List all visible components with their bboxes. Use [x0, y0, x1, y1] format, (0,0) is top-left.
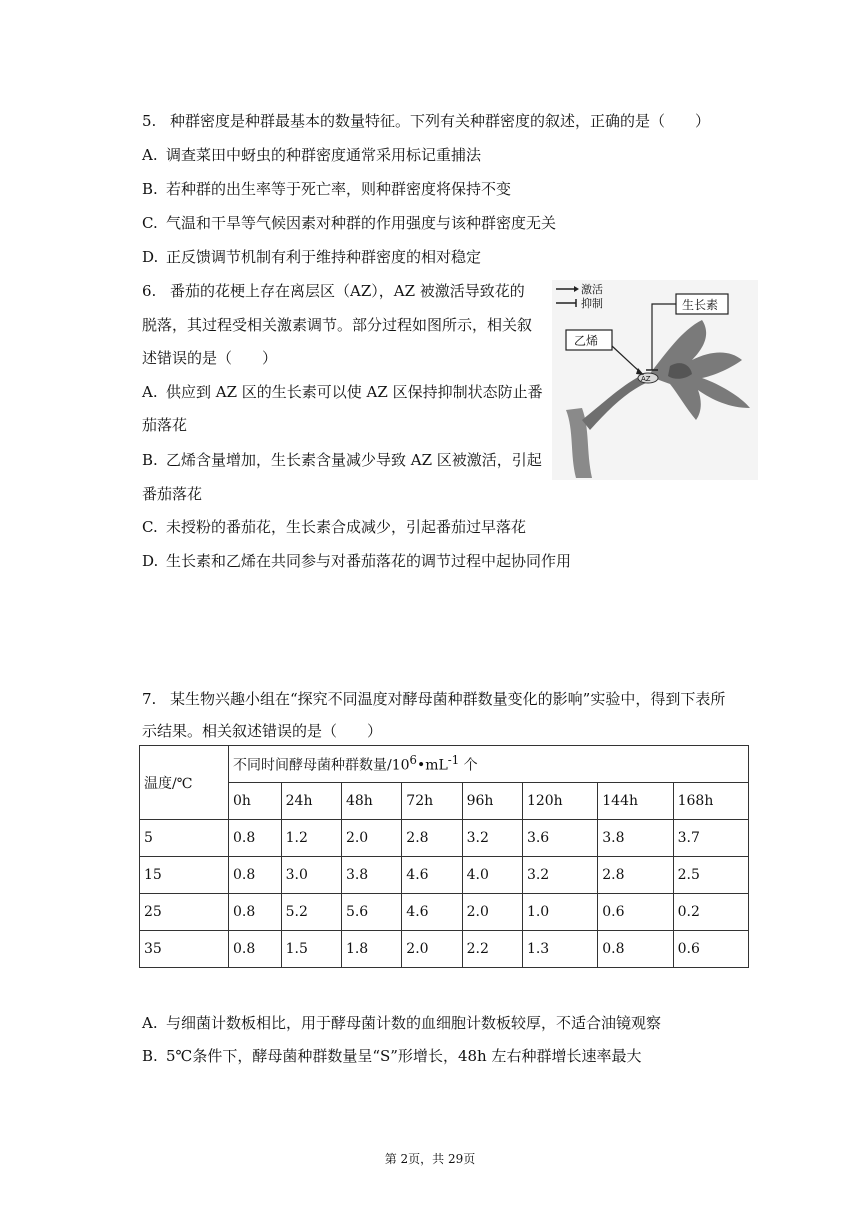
option-text: 供应到 AZ 区的生长素可以使 AZ 区保持抑制状态防止番 — [166, 383, 543, 401]
value-cell: 1.3 — [522, 931, 597, 968]
value-cell: 2.0 — [462, 894, 522, 931]
q5-option-a[interactable] — [142, 144, 481, 166]
option-label: A. — [142, 146, 158, 164]
time-header: 24h — [281, 783, 341, 820]
q6-stem-line-2: 脱落，其过程受相关激素调节。部分过程如图所示，相关叙 — [142, 316, 533, 334]
header-superscript: -1 — [447, 753, 460, 768]
tomato-flower-diagram — [552, 280, 758, 480]
legend-activate: 激活 — [581, 283, 603, 296]
q5-option-d[interactable] — [142, 246, 481, 268]
header-superscript: 6 — [409, 753, 417, 768]
value-cell: 0.8 — [598, 931, 673, 968]
value-cell: 5.2 — [281, 894, 341, 931]
auxin-label: 生长素 — [682, 298, 719, 312]
time-header: 120h — [522, 783, 597, 820]
q7-stem-line-2: 示结果。相关叙述错误的是（ ） — [142, 722, 383, 740]
table-row — [140, 931, 749, 968]
value-cell: 1.2 — [281, 820, 341, 857]
q7-stem-line-1 — [142, 688, 725, 710]
q6-stem-text: 番茄的花梗上存在离层区（AZ），AZ 被激活导致花的 — [170, 282, 525, 300]
option-label: C. — [142, 518, 158, 536]
option-text: 未授粉的番茄花，生长素合成减少，引起番茄过早落花 — [166, 518, 527, 536]
value-cell: 0.6 — [673, 931, 748, 968]
q6-stem-line-3: 述错误的是（ ） — [142, 349, 278, 367]
value-cell: 0.8 — [229, 820, 282, 857]
option-text: 生长素和乙烯在共同参与对番茄落花的调节过程中起协同作用 — [166, 552, 572, 570]
value-cell: 3.8 — [598, 820, 673, 857]
population-group-header — [229, 746, 749, 783]
time-header: 168h — [673, 783, 748, 820]
value-cell: 0.8 — [229, 857, 282, 894]
page-footer: 第 2页，共 29页 — [384, 1152, 476, 1166]
q5-stem — [142, 110, 710, 132]
legend-inhibit: 抑制 — [581, 297, 603, 310]
q5-stem-text: 种群密度是种群最基本的数量特征。下列有关种群密度的叙述，正确的是（ ） — [170, 112, 711, 130]
q5-option-c[interactable] — [142, 212, 556, 234]
q5-option-b[interactable] — [142, 178, 511, 200]
value-cell: 3.7 — [673, 820, 748, 857]
q6-option-a-cont: 茄落花 — [142, 416, 188, 434]
option-text: 正反馈调节机制有利于维持种群密度的相对稳定 — [166, 248, 482, 266]
temperature-header: 温度/℃ — [140, 746, 229, 820]
q6-option-b-cont: 番茄落花 — [142, 485, 203, 503]
option-label: B. — [142, 1047, 158, 1065]
q6-option-b[interactable] — [142, 449, 542, 471]
q7-number: 7. — [142, 690, 157, 708]
value-cell: 3.0 — [281, 857, 341, 894]
az-label: AZ — [641, 375, 651, 383]
table-header-row — [140, 746, 749, 783]
value-cell: 3.2 — [522, 857, 597, 894]
q6-option-d[interactable] — [142, 550, 571, 572]
ethylene-label: 乙烯 — [574, 334, 599, 348]
time-header: 48h — [341, 783, 401, 820]
q5-number: 5. — [142, 112, 157, 130]
value-cell: 1.8 — [341, 931, 401, 968]
option-label: D. — [142, 552, 159, 570]
time-header: 144h — [598, 783, 673, 820]
value-cell: 2.8 — [402, 820, 462, 857]
option-text: 调查菜田中蚜虫的种群密度通常采用标记重捕法 — [166, 146, 482, 164]
time-header: 0h — [229, 783, 282, 820]
option-label: B. — [142, 451, 158, 469]
value-cell: 1.0 — [522, 894, 597, 931]
q7-option-a[interactable] — [142, 1012, 661, 1034]
value-cell: 4.6 — [402, 857, 462, 894]
q6-stem-line-1 — [142, 280, 525, 302]
option-label: D. — [142, 248, 159, 266]
yeast-population-table — [139, 745, 749, 968]
option-text: 气温和干旱等气候因素对种群的作用强度与该种群密度无关 — [166, 214, 557, 232]
option-label: A. — [142, 1014, 158, 1032]
time-header-row — [140, 783, 749, 820]
q7-option-b[interactable] — [142, 1045, 641, 1067]
option-text: 5℃条件下，酵母菌种群数量呈“S”形增长，48h 左右种群增长速率最大 — [166, 1047, 642, 1065]
table-row — [140, 857, 749, 894]
option-label: A. — [142, 383, 158, 401]
q7-stem-text: 某生物兴趣小组在“探究不同温度对酵母菌种群数量变化的影响”实验中，得到下表所 — [170, 690, 726, 708]
time-header: 72h — [402, 783, 462, 820]
value-cell: 0.8 — [229, 931, 282, 968]
temp-cell: 35 — [140, 931, 229, 968]
value-cell: 0.6 — [598, 894, 673, 931]
option-text: 与细菌计数板相比，用于酵母菌计数的血细胞计数板较厚，不适合油镜观察 — [166, 1014, 662, 1032]
value-cell: 2.2 — [462, 931, 522, 968]
value-cell: 2.5 — [673, 857, 748, 894]
value-cell: 1.5 — [281, 931, 341, 968]
header-suffix: 个 — [459, 757, 478, 774]
table-row — [140, 894, 749, 931]
option-label: C. — [142, 214, 158, 232]
table-row — [140, 820, 749, 857]
value-cell: 5.6 — [341, 894, 401, 931]
temp-cell: 5 — [140, 820, 229, 857]
option-label: B. — [142, 180, 158, 198]
temp-cell: 25 — [140, 894, 229, 931]
header-text: 不同时间酵母菌种群数量/10 — [233, 757, 410, 774]
value-cell: 2.8 — [598, 857, 673, 894]
option-text: 乙烯含量增加，生长素含量减少导致 AZ 区被激活，引起 — [166, 451, 542, 469]
value-cell: 3.8 — [341, 857, 401, 894]
value-cell: 0.8 — [229, 894, 282, 931]
value-cell: 4.0 — [462, 857, 522, 894]
value-cell: 2.0 — [341, 820, 401, 857]
q6-option-a[interactable] — [142, 381, 543, 403]
value-cell: 3.2 — [462, 820, 522, 857]
q6-option-c[interactable] — [142, 516, 526, 538]
time-header: 96h — [462, 783, 522, 820]
value-cell: 3.6 — [522, 820, 597, 857]
value-cell: 0.2 — [673, 894, 748, 931]
option-text: 若种群的出生率等于死亡率，则种群密度将保持不变 — [166, 180, 512, 198]
value-cell: 2.0 — [402, 931, 462, 968]
q6-number: 6. — [142, 282, 157, 300]
header-unit: •mL — [416, 757, 448, 774]
value-cell: 4.6 — [402, 894, 462, 931]
temp-cell: 15 — [140, 857, 229, 894]
